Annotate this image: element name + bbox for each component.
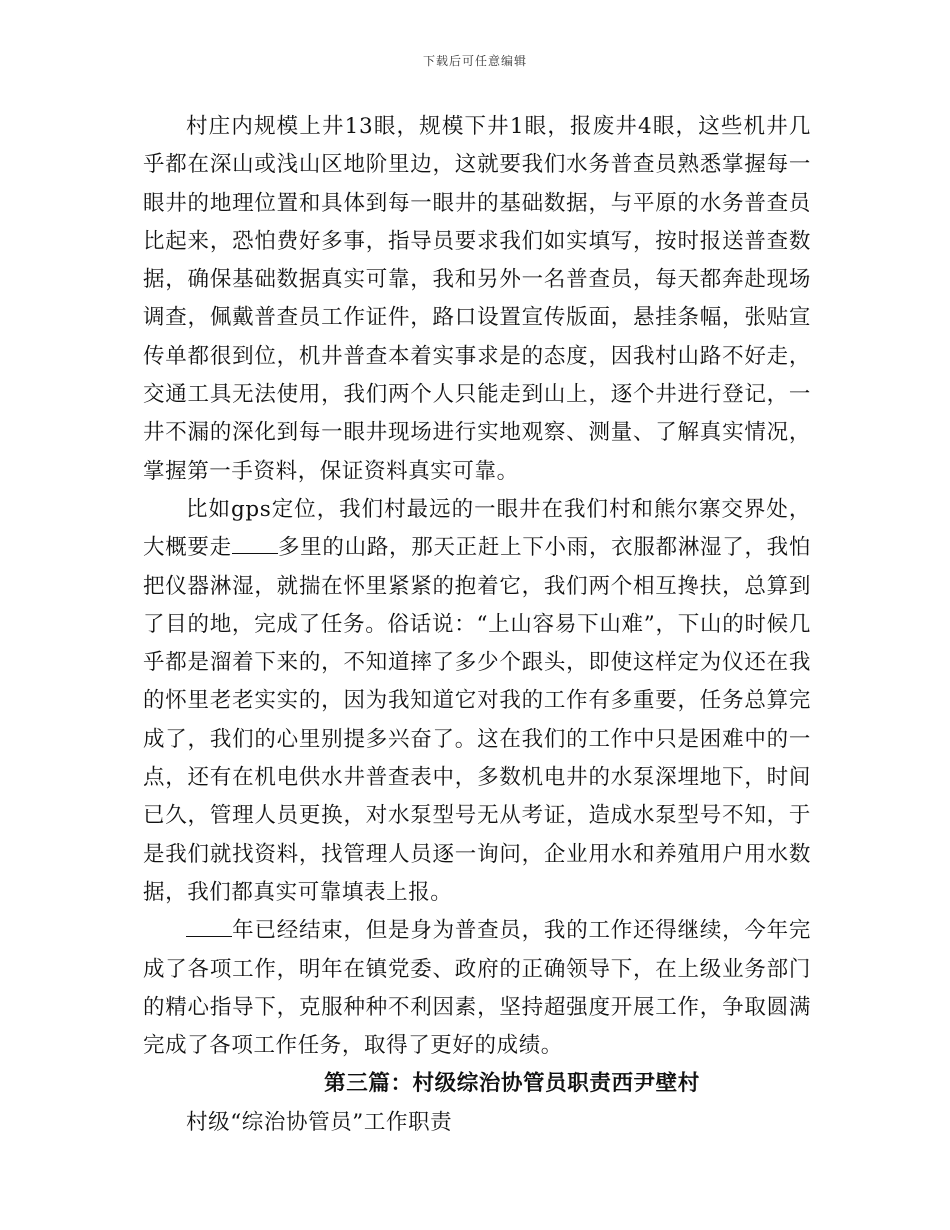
- document-body: [143, 108, 811, 1142]
- section-heading: 第三篇：村级综治协管员职责西尹壁村: [324, 1071, 700, 1097]
- blank-underline: [232, 535, 278, 554]
- section-first-line: 村级“综治协管员”工作职责: [186, 1109, 453, 1135]
- paragraph-2: [143, 491, 811, 912]
- paragraph-2-text-end: 多里的山路，那天正赶上下小雨，衣服都淋湿了，我怕把仪器淋湿，就揣在怀里紧紧的抱着它，我们两个相互搀扶，总算到了目的地，完成了任务。俗话说：“上山容易下山难”，下山的时候几乎都是溜着下来的，不知道摔了多少个跟头，即使这样定为仪还在我的怀里老老实实的，因为我知道它对我的工作有多重要，任务总算完成了，我们的心里别提多兴奋了。这在我们的工作中只是困难中的一点，还有在机电供水井普查表中，多数机电井的水泵深埋地下，时间已久，管理人员更换，对水泵型号无从考证，造成水泵型号不知，于是我们就找资料，找管理人员逐一询问，企业用水和养殖用户用水数据，我们都真实可靠填表上报。: [143, 535, 811, 905]
- blank-underline: [186, 918, 232, 937]
- paragraph-2-text-start: 比如gps定位，我们村最远的一眼井在我们村和熊尔寨交界处，大概要走: [143, 496, 811, 561]
- paragraph-3-text: 年已经结束，但是身为普查员，我的工作还得继续，今年完成了各项工作，明年在镇党委、政府的正确领导下，在上级业务部门的精心指导下，克服种种不利因素，坚持超强度开展工作，争取圆满完成了各项工作任务，取得了更好的成绩。: [143, 918, 811, 1059]
- page-header: 下载后可任意编辑: [422, 54, 527, 68]
- paragraph-1-text: 村庄内规模上井13眼，规模下井1眼，报废井4眼，这些机井几乎都在深山或浅山区地阶里边，这就要我们水务普查员熟悉掌握每一眼井的地理位置和具体到每一眼井的基础数据，与平原的水务普查员比起来，恐怕费好多事，指导员要求我们如实填写，按时报送普查数据，确保基础数据真实可靠，我和另外一名普查员，每天都奔赴现场调查，佩戴普查员工作证件，路口设置宣传版面，悬挂条幅，张贴宣传单都很到位，机井普查本着实事求是的态度，因我村山路不好走，交通工具无法使用，我们两个人只能走到山上，逐个井进行登记，一井不漏的深化到每一眼井现场进行实地观察、测量、了解真实情况，掌握第一手资料，保证资料真实可靠。: [143, 114, 811, 484]
- paragraph-3: [143, 912, 811, 1065]
- paragraph-1: [143, 108, 811, 491]
